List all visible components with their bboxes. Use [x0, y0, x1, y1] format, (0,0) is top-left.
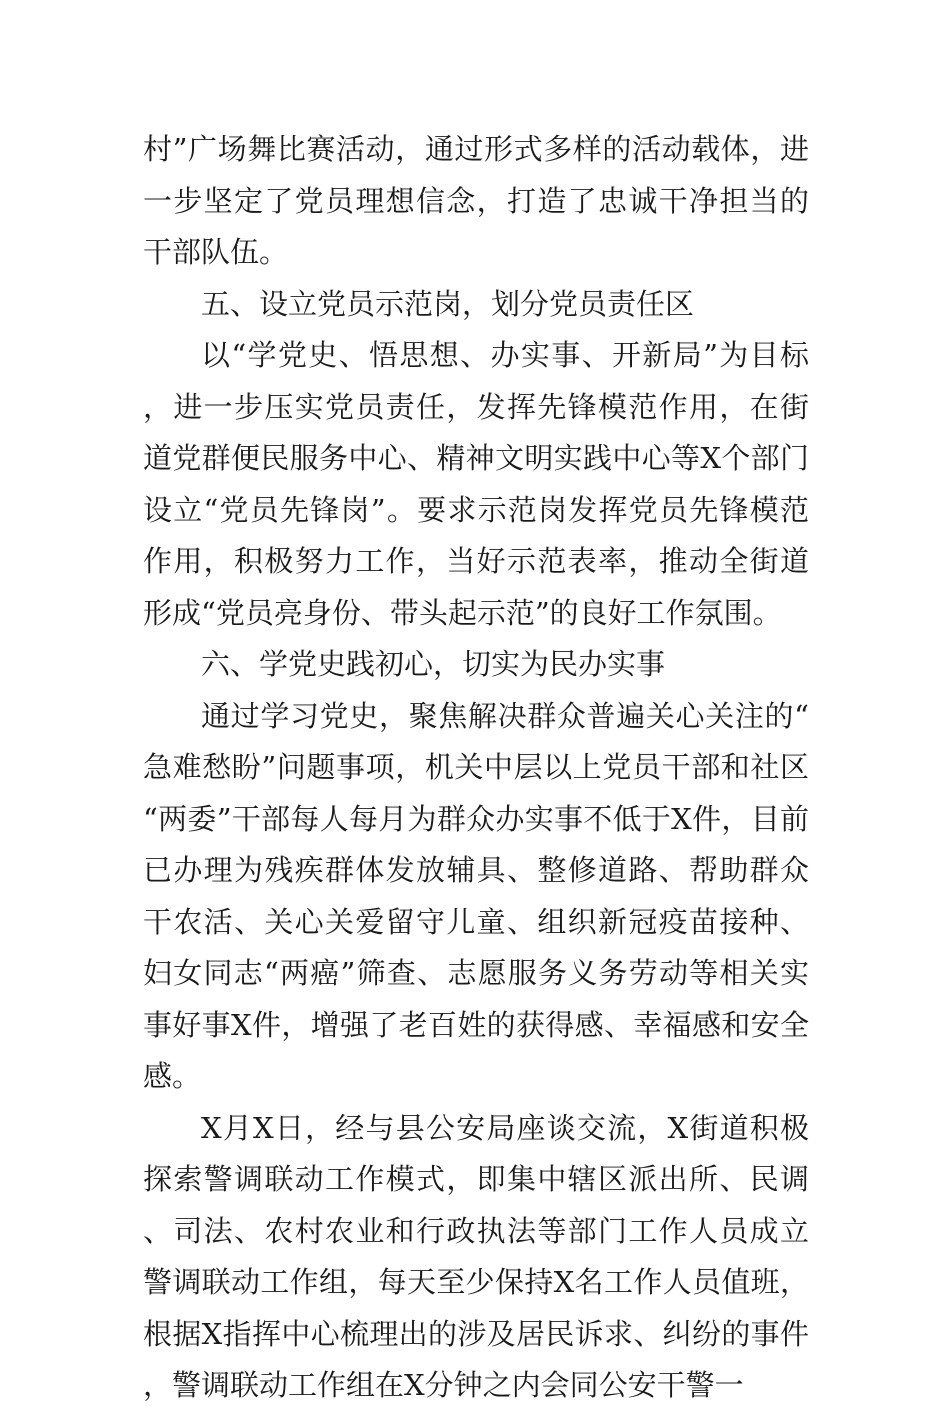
section-heading-6: 六、学党史践初心，切实为民办实事 — [201, 647, 666, 681]
paragraph-body: 以“学党史、悟思想、办实事、开新局”为目标，进一步压实党员责任，发挥先锋模范作用，在街道党群便民服务中心、精神文明实践中心等X个部门设立“党员先锋岗”。要求示范岗发挥党员先锋模范作用，积极努力工作，当好示范表率，推动全街道形成“党员亮身份、带头起示范”的良好工作氛围。 — [143, 338, 809, 630]
paragraph-body: X月X日，经与县公安局座谈交流，X街道积极探索警调联动工作模式，即集中辖区派出所、民调、司法、农村农业和行政执法等部门工作人员成立警调联动工作组，每天至少保持X名工作人员值班，根据X指挥中心梳理出的涉及居民诉求、纠纷的事件，警调联动工作组在X分钟之内会同公安干警一 — [143, 1110, 809, 1402]
paragraph-continuation: 村”广场舞比赛活动，通过形式多样的活动载体，进一步坚定了党员理想信念，打造了忠诚干净担当的干部队伍。 — [143, 132, 809, 269]
section-heading-5: 五、设立党员示范岗，划分党员责任区 — [201, 286, 695, 321]
document-body — [143, 124, 809, 1412]
paragraph-body: 通过学习党史，聚焦解决群众普遍关心关注的“急难愁盼”问题事项，机关中层以上党员干部和社区“两委”干部每人每月为群众办实事不低于X件，目前已办理为残疾群体发放辅具、整修道路、帮助群众干农活、关心关爱留守儿童、组织新冠疫苗接种、妇女同志“两癌”筛查、志愿服务义务劳动等相关实事好事X件，增强了老百姓的获得感、幸福感和安全感。 — [143, 698, 809, 1093]
